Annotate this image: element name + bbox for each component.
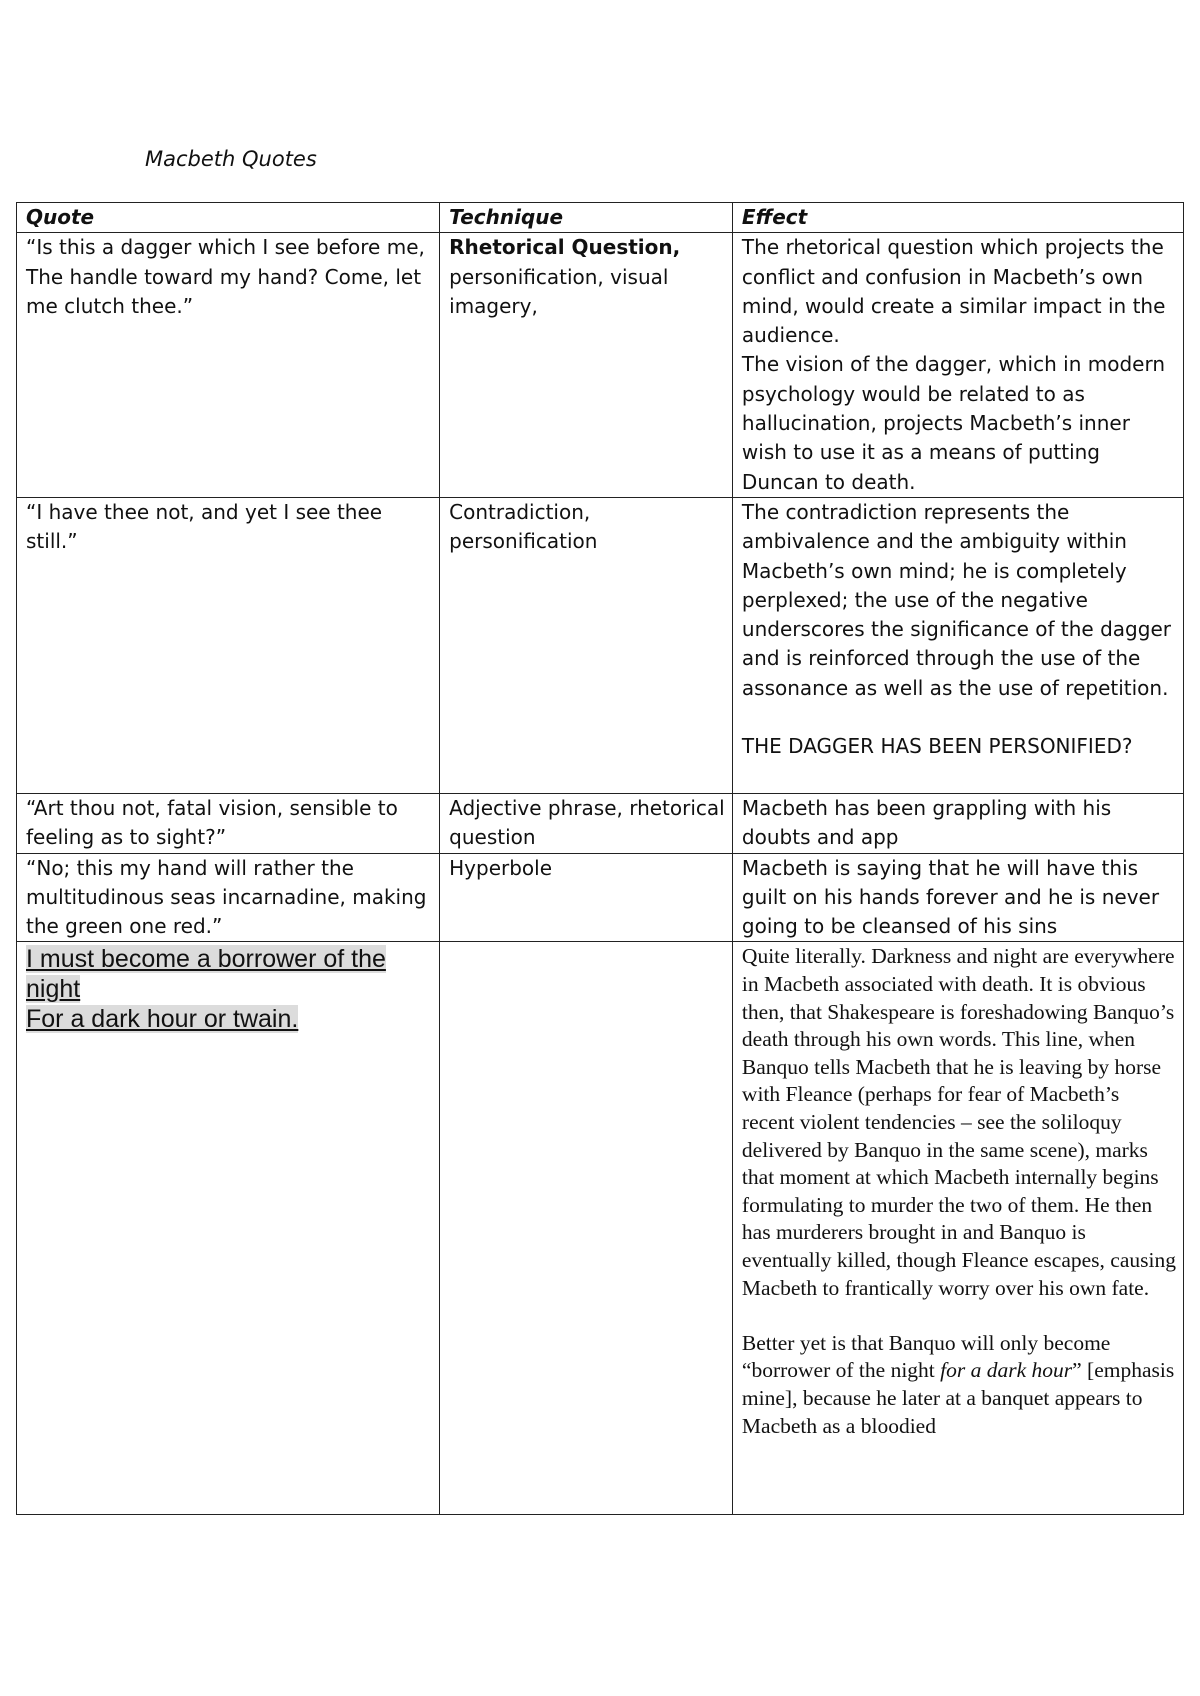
banquo-quote-line: For a dark hour or twain. — [26, 1005, 299, 1034]
quote-cell — [17, 942, 440, 1515]
effect-paragraph — [742, 1330, 1176, 1440]
quote-cell: “Art thou not, fatal vision, sensible to feeling as to sight?” — [17, 793, 440, 853]
technique-cell: Hyperbole — [440, 853, 733, 942]
banquo-quote-line: I must become a borrower of the night — [26, 945, 386, 1004]
effect-paragraph: Quite literally. Darkness and night are everywhere in Macbeth associated with death. It is obvious then, that Shakespeare is foreshadowing Banquo’s death through his own words. This line, when Banquo tells Macbeth that he is leaving by horse with Fleance (perhaps for fear of Macbeth’s recent violent tendencies – see the soliloquy delivered by Banquo in the same scene), marks that moment at which Macbeth internally begins formulating to murder the two of them. He then has murderers brought in and Banquo is eventually killed, though Fleance escapes, causing Macbeth to frantically worry over his own fate. — [741, 944, 1176, 1300]
table-row — [17, 942, 1184, 1515]
technique-cell: Adjective phrase, rhetorical question — [440, 793, 733, 853]
table-row — [17, 793, 1184, 853]
effect-cell — [732, 942, 1183, 1515]
technique-cell — [440, 942, 733, 1515]
table-row — [17, 497, 1184, 793]
effect-cell: Macbeth is saying that he will have this guilt on his hands forever and he is never going to be cleansed of his sins — [732, 853, 1183, 942]
quotes-table — [16, 202, 1184, 1515]
header-technique: Technique — [440, 203, 733, 233]
banquo-quote — [26, 942, 432, 1034]
technique-cell — [440, 233, 733, 498]
page-title: Macbeth Quotes — [145, 147, 317, 171]
effect-paragraph: The contradiction represents the ambivalence and the ambiguity within Macbeth’s own mind; he is completely perplexed; the use of the negative underscores the significance of the dagger and is reinforced through the use of the assonance as well as the use of repetition. — [741, 499, 1171, 700]
technique-secondary: personification, visual imagery, — [449, 264, 669, 318]
table-row — [17, 853, 1184, 942]
effect-paragraph: The vision of the dagger, which in modern psychology would be related to as hallucination, projects Macbeth’s inner wish to use it as a means of putting Duncan to death. — [741, 352, 1165, 494]
quote-cell: “I have thee not, and yet I see thee still.” — [17, 497, 440, 793]
technique-primary: Rhetorical Question, — [449, 235, 681, 260]
table-header-row — [17, 203, 1184, 233]
header-quote: Quote — [17, 203, 440, 233]
header-effect: Effect — [732, 203, 1183, 233]
technique-cell: Contradiction, personification — [440, 497, 733, 793]
table-row — [17, 233, 1184, 498]
paragraph-gap — [742, 1302, 1176, 1330]
quote-cell: “Is this a dagger which I see before me, The handle toward my hand? Come, let me clutch thee.” — [17, 233, 440, 498]
effect-cell — [732, 497, 1183, 793]
effect-paragraph: The rhetorical question which projects the conflict and confusion in Macbeth’s own mind, would create a similar impact in the audience. — [741, 235, 1166, 348]
effect-text: ” [emphasis mine], because he later at a banquet appears to Macbeth as a bloodied — [741, 1358, 1175, 1438]
paragraph-gap — [742, 703, 1176, 732]
effect-emphasis: for a dark hour — [940, 1358, 1073, 1383]
effect-text: Better yet is that Banquo will only become “borrower of the night — [741, 1330, 1111, 1383]
quote-cell: “No; this my hand will rather the multitudinous seas incarnadine, making the green one red.” — [17, 853, 440, 942]
effect-cell — [732, 233, 1183, 498]
effect-cell: Macbeth has been grappling with his doubts and app — [732, 793, 1183, 853]
effect-note: THE DAGGER HAS BEEN PERSONIFIED? — [741, 734, 1133, 759]
